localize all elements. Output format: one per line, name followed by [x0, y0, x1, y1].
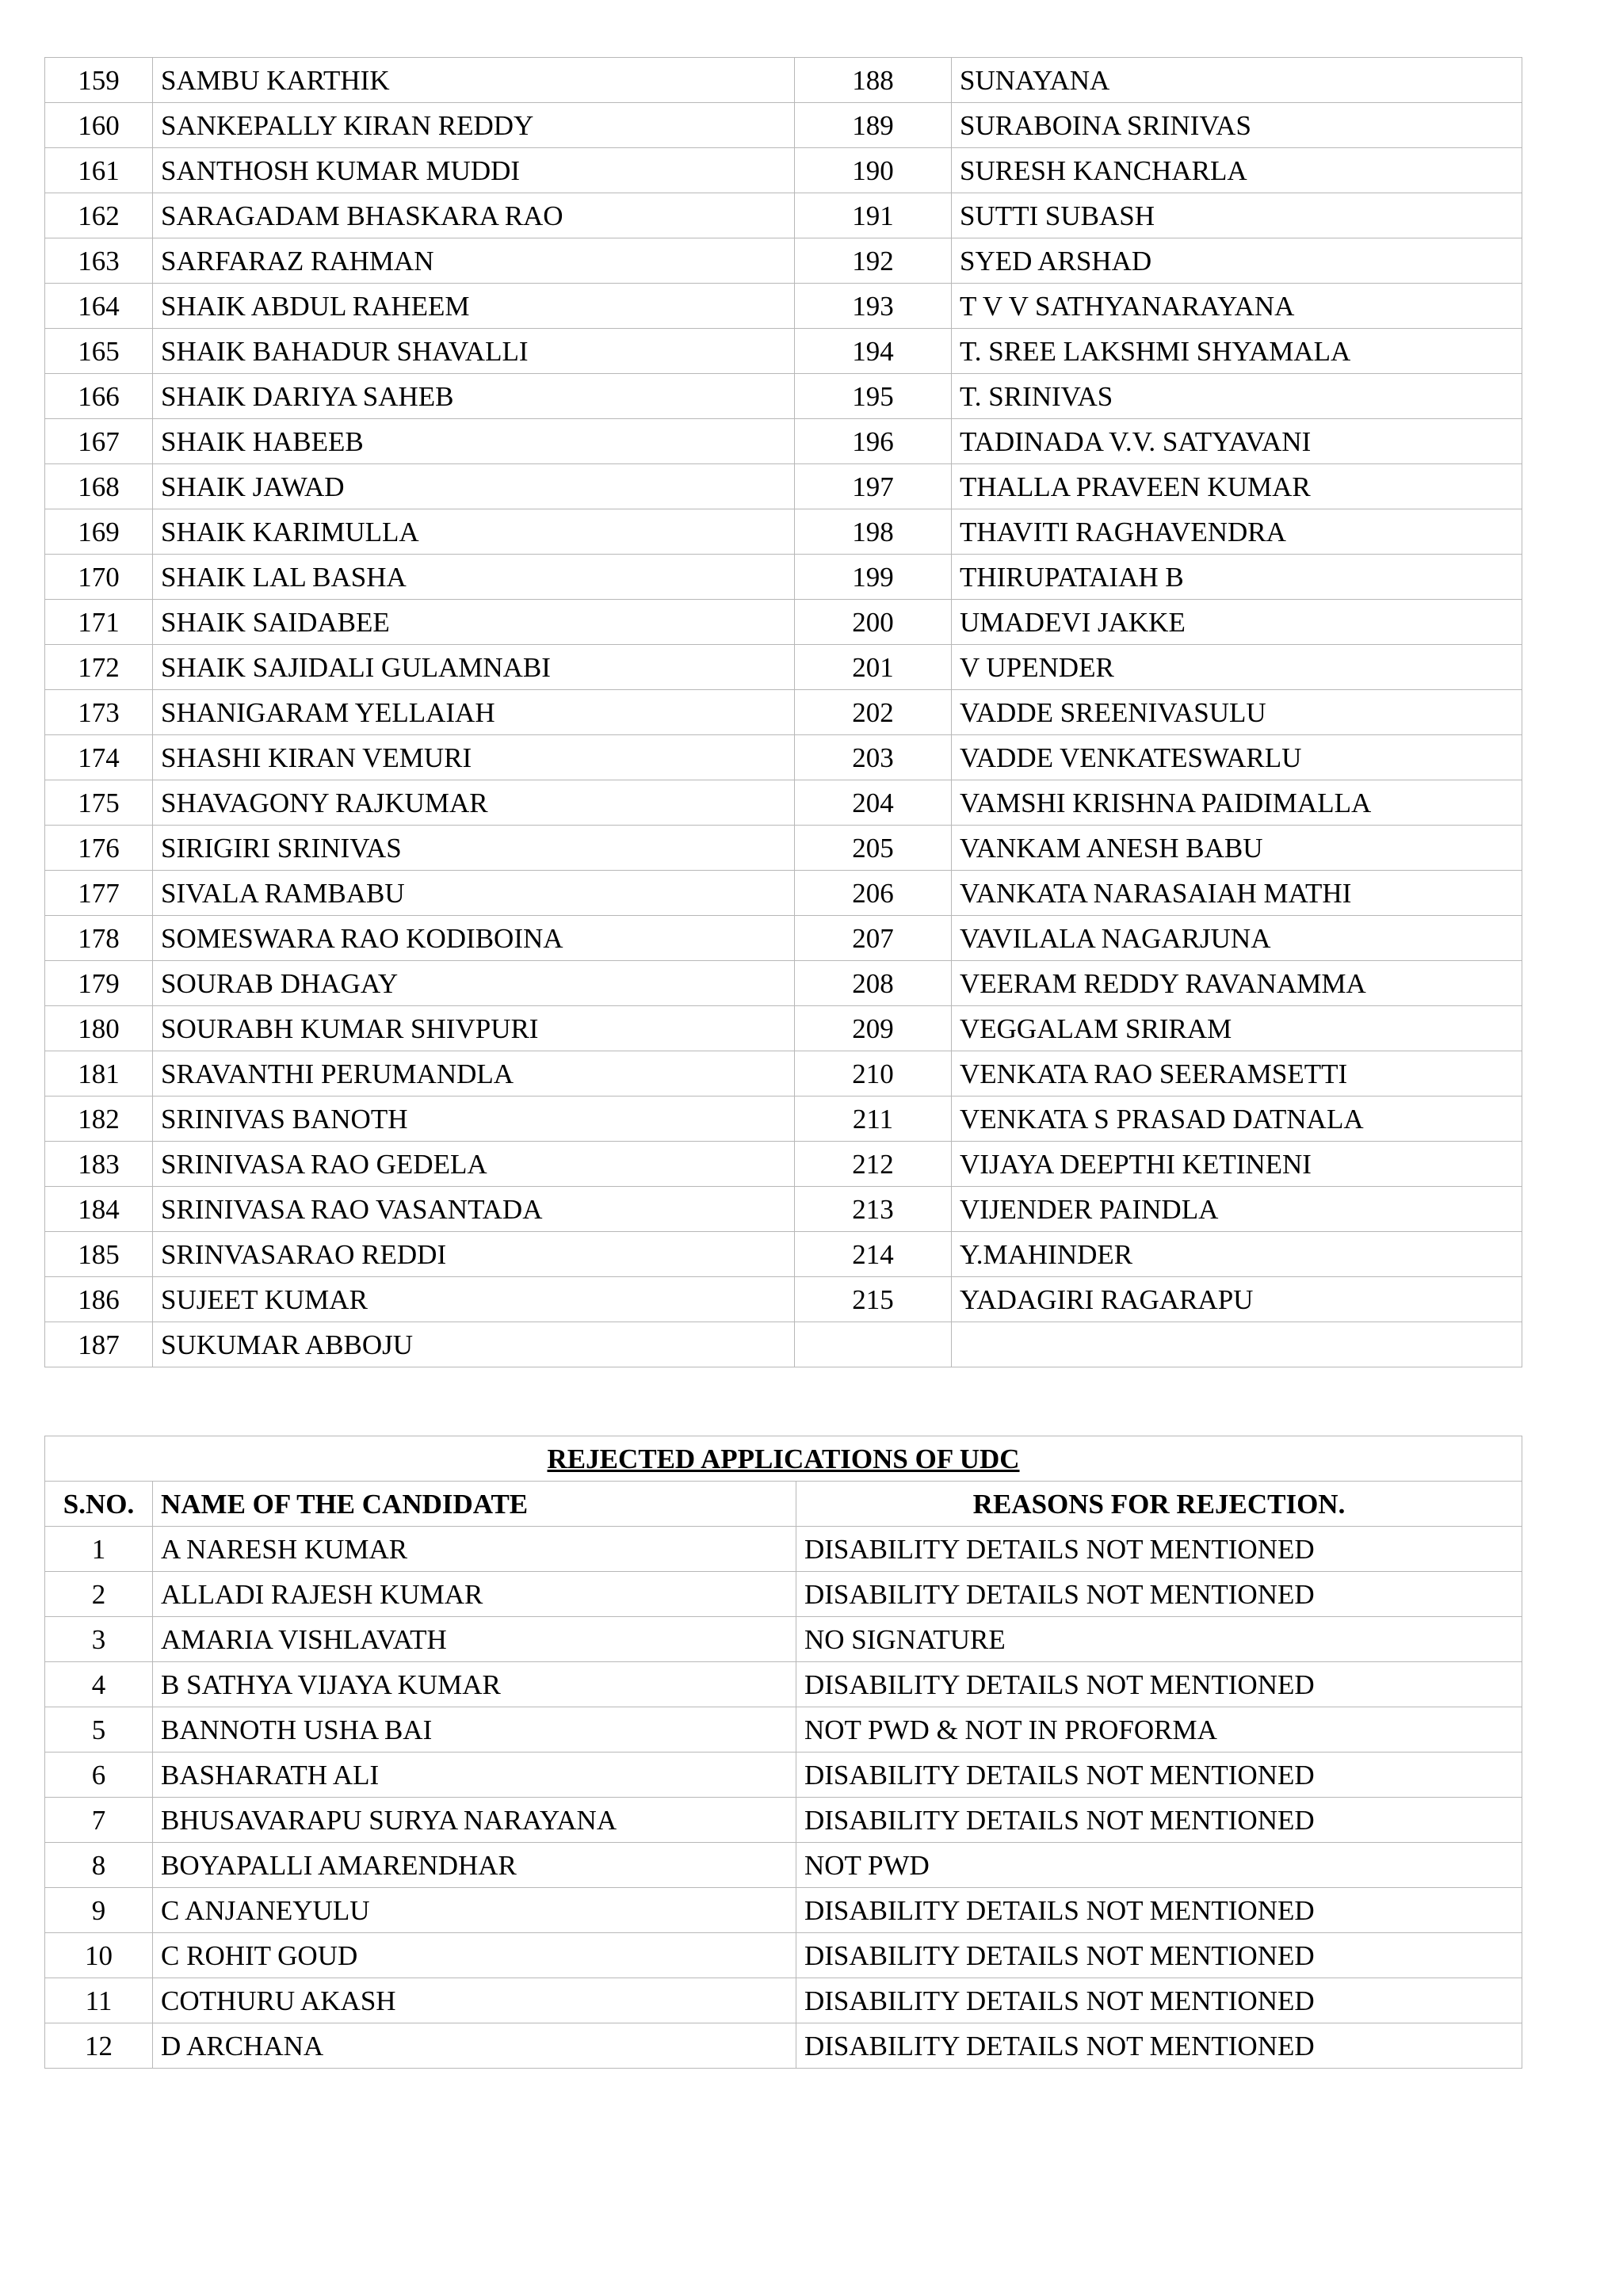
serial-number: 187 — [45, 1322, 153, 1367]
candidate-name: SARAGADAM BHASKARA RAO — [153, 193, 795, 238]
candidate-name: SOURAB DHAGAY — [153, 961, 795, 1006]
candidate-name: SRAVANTHI PERUMANDLA — [153, 1051, 795, 1097]
candidate-name: SHAIK JAWAD — [153, 464, 795, 509]
serial-number: 165 — [45, 329, 153, 374]
rejection-reason: DISABILITY DETAILS NOT MENTIONED — [796, 1662, 1522, 1707]
candidate-name: VADDE SREENIVASULU — [952, 690, 1522, 735]
rejection-reason: DISABILITY DETAILS NOT MENTIONED — [796, 1978, 1522, 2023]
serial-number: 169 — [45, 509, 153, 555]
candidate-name: BASHARATH ALI — [153, 1753, 796, 1798]
candidate-name: SARFARAZ RAHMAN — [153, 238, 795, 284]
table-row — [45, 600, 1522, 645]
serial-number: 210 — [795, 1051, 952, 1097]
table-row — [45, 148, 1522, 193]
table-row — [45, 1707, 1522, 1753]
candidate-name: SURABOINA SRINIVAS — [952, 103, 1522, 148]
candidate-name: SANTHOSH KUMAR MUDDI — [153, 148, 795, 193]
serial-number: 198 — [795, 509, 952, 555]
table-row — [45, 1572, 1522, 1617]
candidate-name: T. SREE LAKSHMI SHYAMALA — [952, 329, 1522, 374]
serial-number: 211 — [795, 1097, 952, 1142]
serial-number: 182 — [45, 1097, 153, 1142]
candidate-name: SHAIK BAHADUR SHAVALLI — [153, 329, 795, 374]
serial-number: 184 — [45, 1187, 153, 1232]
candidate-name: ALLADI RAJESH KUMAR — [153, 1572, 796, 1617]
table-row — [45, 1933, 1522, 1978]
candidate-name: SUTTI SUBASH — [952, 193, 1522, 238]
candidate-name: SHAVAGONY RAJKUMAR — [153, 780, 795, 826]
candidate-name: VANKAM ANESH BABU — [952, 826, 1522, 871]
candidate-name: VEGGALAM SRIRAM — [952, 1006, 1522, 1051]
candidate-name: VIJAYA DEEPTHI KETINENI — [952, 1142, 1522, 1187]
serial-number: 172 — [45, 645, 153, 690]
header-sno: S.NO. — [45, 1482, 153, 1527]
rejected-title-row — [45, 1436, 1522, 1482]
serial-number: 188 — [795, 58, 952, 103]
rejection-reason: DISABILITY DETAILS NOT MENTIONED — [796, 2023, 1522, 2069]
table-row — [45, 419, 1522, 464]
table-row — [45, 1753, 1522, 1798]
serial-number: 164 — [45, 284, 153, 329]
table-row — [45, 1888, 1522, 1933]
rejection-reason: DISABILITY DETAILS NOT MENTIONED — [796, 1888, 1522, 1933]
serial-number: 161 — [45, 148, 153, 193]
rejected-table-title: REJECTED APPLICATIONS OF UDC — [45, 1436, 1522, 1482]
candidate-name: VAVILALA NAGARJUNA — [952, 916, 1522, 961]
candidate-name: SAMBU KARTHIK — [153, 58, 795, 103]
table-row — [45, 555, 1522, 600]
table-row — [45, 961, 1522, 1006]
candidate-name: SRINIVAS BANOTH — [153, 1097, 795, 1142]
candidate-name: T. SRINIVAS — [952, 374, 1522, 419]
table-row — [45, 374, 1522, 419]
candidate-name: YADAGIRI RAGARAPU — [952, 1277, 1522, 1322]
serial-number: 200 — [795, 600, 952, 645]
serial-number: 178 — [45, 916, 153, 961]
candidate-name: SUKUMAR ABBOJU — [153, 1322, 795, 1367]
serial-number: 213 — [795, 1187, 952, 1232]
serial-number: 185 — [45, 1232, 153, 1277]
candidate-name: SRINIVASA RAO GEDELA — [153, 1142, 795, 1187]
candidate-name: THIRUPATAIAH B — [952, 555, 1522, 600]
serial-number: 202 — [795, 690, 952, 735]
serial-number: 162 — [45, 193, 153, 238]
table-row — [45, 58, 1522, 103]
candidate-name: AMARIA VISHLAVATH — [153, 1617, 796, 1662]
candidate-name: BHUSAVARAPU SURYA NARAYANA — [153, 1798, 796, 1843]
rejection-reason: DISABILITY DETAILS NOT MENTIONED — [796, 1572, 1522, 1617]
candidate-name: SIVALA RAMBABU — [153, 871, 795, 916]
candidate-name: TADINADA V.V. SATYAVANI — [952, 419, 1522, 464]
table-row — [45, 1142, 1522, 1187]
table-row — [45, 193, 1522, 238]
serial-number: 209 — [795, 1006, 952, 1051]
serial-number: 196 — [795, 419, 952, 464]
serial-number: 4 — [45, 1662, 153, 1707]
serial-number: 6 — [45, 1753, 153, 1798]
candidate-name: B SATHYA VIJAYA KUMAR — [153, 1662, 796, 1707]
serial-number: 174 — [45, 735, 153, 780]
serial-number: 168 — [45, 464, 153, 509]
candidate-name: T V V SATHYANARAYANA — [952, 284, 1522, 329]
serial-number: 194 — [795, 329, 952, 374]
table-row — [45, 1006, 1522, 1051]
serial-number: 204 — [795, 780, 952, 826]
serial-number: 191 — [795, 193, 952, 238]
serial-number — [795, 1322, 952, 1367]
candidate-name: SUJEET KUMAR — [153, 1277, 795, 1322]
rejection-reason: DISABILITY DETAILS NOT MENTIONED — [796, 1798, 1522, 1843]
serial-number: 208 — [795, 961, 952, 1006]
candidate-name: VANKATA NARASAIAH MATHI — [952, 871, 1522, 916]
serial-number: 160 — [45, 103, 153, 148]
table-row — [45, 1617, 1522, 1662]
table-row — [45, 1097, 1522, 1142]
table-row — [45, 1798, 1522, 1843]
serial-number: 8 — [45, 1843, 153, 1888]
table-row — [45, 780, 1522, 826]
candidate-name: C ROHIT GOUD — [153, 1933, 796, 1978]
serial-number: 159 — [45, 58, 153, 103]
serial-number: 167 — [45, 419, 153, 464]
selected-candidates-table — [44, 57, 1522, 1367]
table-row — [45, 735, 1522, 780]
table-row — [45, 1322, 1522, 1367]
serial-number: 207 — [795, 916, 952, 961]
candidate-name: SHAIK SAIDABEE — [153, 600, 795, 645]
serial-number: 11 — [45, 1978, 153, 2023]
candidate-name: V UPENDER — [952, 645, 1522, 690]
table-row — [45, 284, 1522, 329]
serial-number: 192 — [795, 238, 952, 284]
candidate-name: SRINVASARAO REDDI — [153, 1232, 795, 1277]
table-row — [45, 871, 1522, 916]
candidate-name: VEERAM REDDY RAVANAMMA — [952, 961, 1522, 1006]
rejected-header-row — [45, 1482, 1522, 1527]
candidate-name: VADDE VENKATESWARLU — [952, 735, 1522, 780]
candidate-name: A NARESH KUMAR — [153, 1527, 796, 1572]
table-row — [45, 1232, 1522, 1277]
table-row — [45, 826, 1522, 871]
rejection-reason: NOT PWD — [796, 1843, 1522, 1888]
serial-number: 186 — [45, 1277, 153, 1322]
candidate-name: SHAIK LAL BASHA — [153, 555, 795, 600]
candidate-name: SHAIK DARIYA SAHEB — [153, 374, 795, 419]
serial-number: 171 — [45, 600, 153, 645]
table-row — [45, 1662, 1522, 1707]
serial-number: 206 — [795, 871, 952, 916]
serial-number: 7 — [45, 1798, 153, 1843]
candidate-name: SRINIVASA RAO VASANTADA — [153, 1187, 795, 1232]
serial-number: 180 — [45, 1006, 153, 1051]
candidate-name: Y.MAHINDER — [952, 1232, 1522, 1277]
rejected-applications-table — [44, 1436, 1522, 2069]
candidate-name: COTHURU AKASH — [153, 1978, 796, 2023]
candidate-name: BOYAPALLI AMARENDHAR — [153, 1843, 796, 1888]
candidate-name: SANKEPALLY KIRAN REDDY — [153, 103, 795, 148]
rejected-applications-body — [45, 1527, 1522, 2069]
serial-number: 9 — [45, 1888, 153, 1933]
table-row — [45, 464, 1522, 509]
candidate-name: VENKATA RAO SEERAMSETTI — [952, 1051, 1522, 1097]
candidate-name: VIJENDER PAINDLA — [952, 1187, 1522, 1232]
serial-number: 10 — [45, 1933, 153, 1978]
candidate-name: SHAIK SAJIDALI GULAMNABI — [153, 645, 795, 690]
serial-number: 205 — [795, 826, 952, 871]
serial-number: 183 — [45, 1142, 153, 1187]
rejection-reason: DISABILITY DETAILS NOT MENTIONED — [796, 1933, 1522, 1978]
serial-number: 215 — [795, 1277, 952, 1322]
candidate-name: SHAIK HABEEB — [153, 419, 795, 464]
table-row — [45, 916, 1522, 961]
serial-number: 2 — [45, 1572, 153, 1617]
candidate-name: SIRIGIRI SRINIVAS — [153, 826, 795, 871]
serial-number: 193 — [795, 284, 952, 329]
serial-number: 5 — [45, 1707, 153, 1753]
candidate-name: SURESH KANCHARLA — [952, 148, 1522, 193]
serial-number: 197 — [795, 464, 952, 509]
candidate-name: C ANJANEYULU — [153, 1888, 796, 1933]
serial-number: 195 — [795, 374, 952, 419]
candidate-name: BANNOTH USHA BAI — [153, 1707, 796, 1753]
candidate-name: D ARCHANA — [153, 2023, 796, 2069]
candidate-name: SHAIK KARIMULLA — [153, 509, 795, 555]
header-candidate-name: NAME OF THE CANDIDATE — [153, 1482, 796, 1527]
header-rejection-reason: REASONS FOR REJECTION. — [796, 1482, 1522, 1527]
rejection-reason: DISABILITY DETAILS NOT MENTIONED — [796, 1753, 1522, 1798]
serial-number: 203 — [795, 735, 952, 780]
serial-number: 173 — [45, 690, 153, 735]
table-row — [45, 103, 1522, 148]
rejection-reason: NO SIGNATURE — [796, 1617, 1522, 1662]
candidate-name: UMADEVI JAKKE — [952, 600, 1522, 645]
candidate-name — [952, 1322, 1522, 1367]
serial-number: 201 — [795, 645, 952, 690]
selected-candidates-body — [45, 58, 1522, 1367]
table-row — [45, 509, 1522, 555]
serial-number: 12 — [45, 2023, 153, 2069]
serial-number: 176 — [45, 826, 153, 871]
candidate-name: SOURABH KUMAR SHIVPURI — [153, 1006, 795, 1051]
table-row — [45, 329, 1522, 374]
serial-number: 214 — [795, 1232, 952, 1277]
candidate-name: SOMESWARA RAO KODIBOINA — [153, 916, 795, 961]
serial-number: 199 — [795, 555, 952, 600]
serial-number: 189 — [795, 103, 952, 148]
candidate-name: SHAIK ABDUL RAHEEM — [153, 284, 795, 329]
table-row — [45, 1978, 1522, 2023]
table-row — [45, 238, 1522, 284]
candidate-name: SHASHI KIRAN VEMURI — [153, 735, 795, 780]
rejection-reason: NOT PWD & NOT IN PROFORMA — [796, 1707, 1522, 1753]
serial-number: 1 — [45, 1527, 153, 1572]
candidate-name: SYED ARSHAD — [952, 238, 1522, 284]
serial-number: 190 — [795, 148, 952, 193]
candidate-name: VENKATA S PRASAD DATNALA — [952, 1097, 1522, 1142]
table-row — [45, 1843, 1522, 1888]
candidate-name: THAVITI RAGHAVENDRA — [952, 509, 1522, 555]
serial-number: 170 — [45, 555, 153, 600]
candidate-name: THALLA PRAVEEN KUMAR — [952, 464, 1522, 509]
serial-number: 163 — [45, 238, 153, 284]
serial-number: 181 — [45, 1051, 153, 1097]
serial-number: 177 — [45, 871, 153, 916]
table-row — [45, 690, 1522, 735]
candidate-name: VAMSHI KRISHNA PAIDIMALLA — [952, 780, 1522, 826]
table-row — [45, 1277, 1522, 1322]
rejection-reason: DISABILITY DETAILS NOT MENTIONED — [796, 1527, 1522, 1572]
table-row — [45, 1051, 1522, 1097]
serial-number: 175 — [45, 780, 153, 826]
candidate-name: SUNAYANA — [952, 58, 1522, 103]
table-row — [45, 1527, 1522, 1572]
serial-number: 166 — [45, 374, 153, 419]
serial-number: 212 — [795, 1142, 952, 1187]
table-row — [45, 2023, 1522, 2069]
serial-number: 179 — [45, 961, 153, 1006]
table-row — [45, 645, 1522, 690]
serial-number: 3 — [45, 1617, 153, 1662]
table-row — [45, 1187, 1522, 1232]
candidate-name: SHANIGARAM YELLAIAH — [153, 690, 795, 735]
